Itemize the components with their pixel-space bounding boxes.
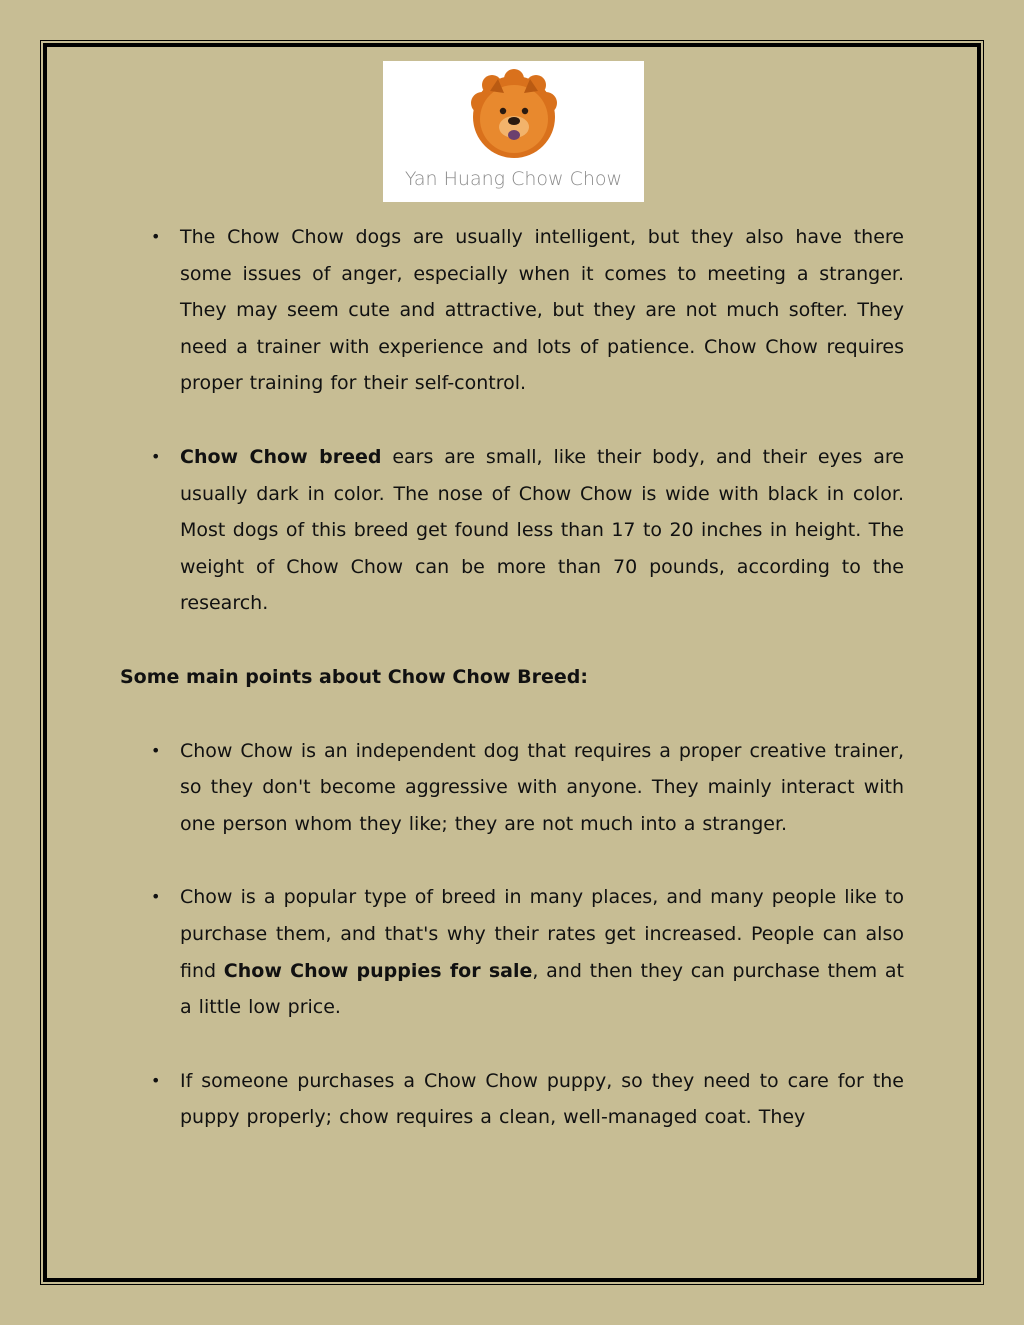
bullet-dot-icon: • [151,887,161,907]
bullet-dot-icon: • [151,740,161,760]
intro-list-2 [120,439,904,622]
list-item: • Chow Chow breed ears are small, like their body, and their eyes are usually dark in color. The nose of Chow Chow is wide with black in color. Most dogs of this breed get found less than 17 to 20 inches in height. The weight of Chow Chow can be more than 70 pounds, according to the research. [120,439,904,622]
bold-term: Chow Chow puppies for sale [223,959,533,982]
bullet-dot-icon: • [151,227,161,246]
points-list-3 [120,1063,904,1136]
bullet-dot-icon: • [151,446,161,466]
list-item: • Chow is a popular type of breed in many places, and many people like to purchase them, and that's why their rates get increased. People can also find Chow Chow puppies for sale, and then they can purchase them at a little low price. [120,879,904,1025]
logo [383,61,644,202]
section-heading: Some main points about Chow Chow Breed: [120,665,588,688]
intro-list [120,219,904,402]
logo-text: Yan Huang Chow Chow [404,168,623,190]
document-body [120,219,904,1136]
list-item: • The Chow Chow dogs are usually intelligent, but they also have there some issues of anger, especially when it comes to meeting a stranger. They may seem cute and attractive, but they are not much softer. They need a trainer with experience and lots of patience. Chow Chow requires proper training for their self-control. [120,219,904,402]
list-item: • Chow Chow is an independent dog that requires a proper creative trainer, so they don't become aggressive with anyone. They mainly interact with one person whom they like; they are not much into a stranger. [120,733,904,843]
bullet-dot-icon: • [151,1070,161,1090]
points-list-2 [120,879,904,1025]
points-list [120,733,904,843]
chow-chow-face-icon [468,69,560,161]
list-item: • If someone purchases a Chow Chow puppy, so they need to care for the puppy properly; chow requires a clean, well-managed coat. They [120,1063,904,1136]
bold-term: Chow Chow breed [180,445,382,468]
